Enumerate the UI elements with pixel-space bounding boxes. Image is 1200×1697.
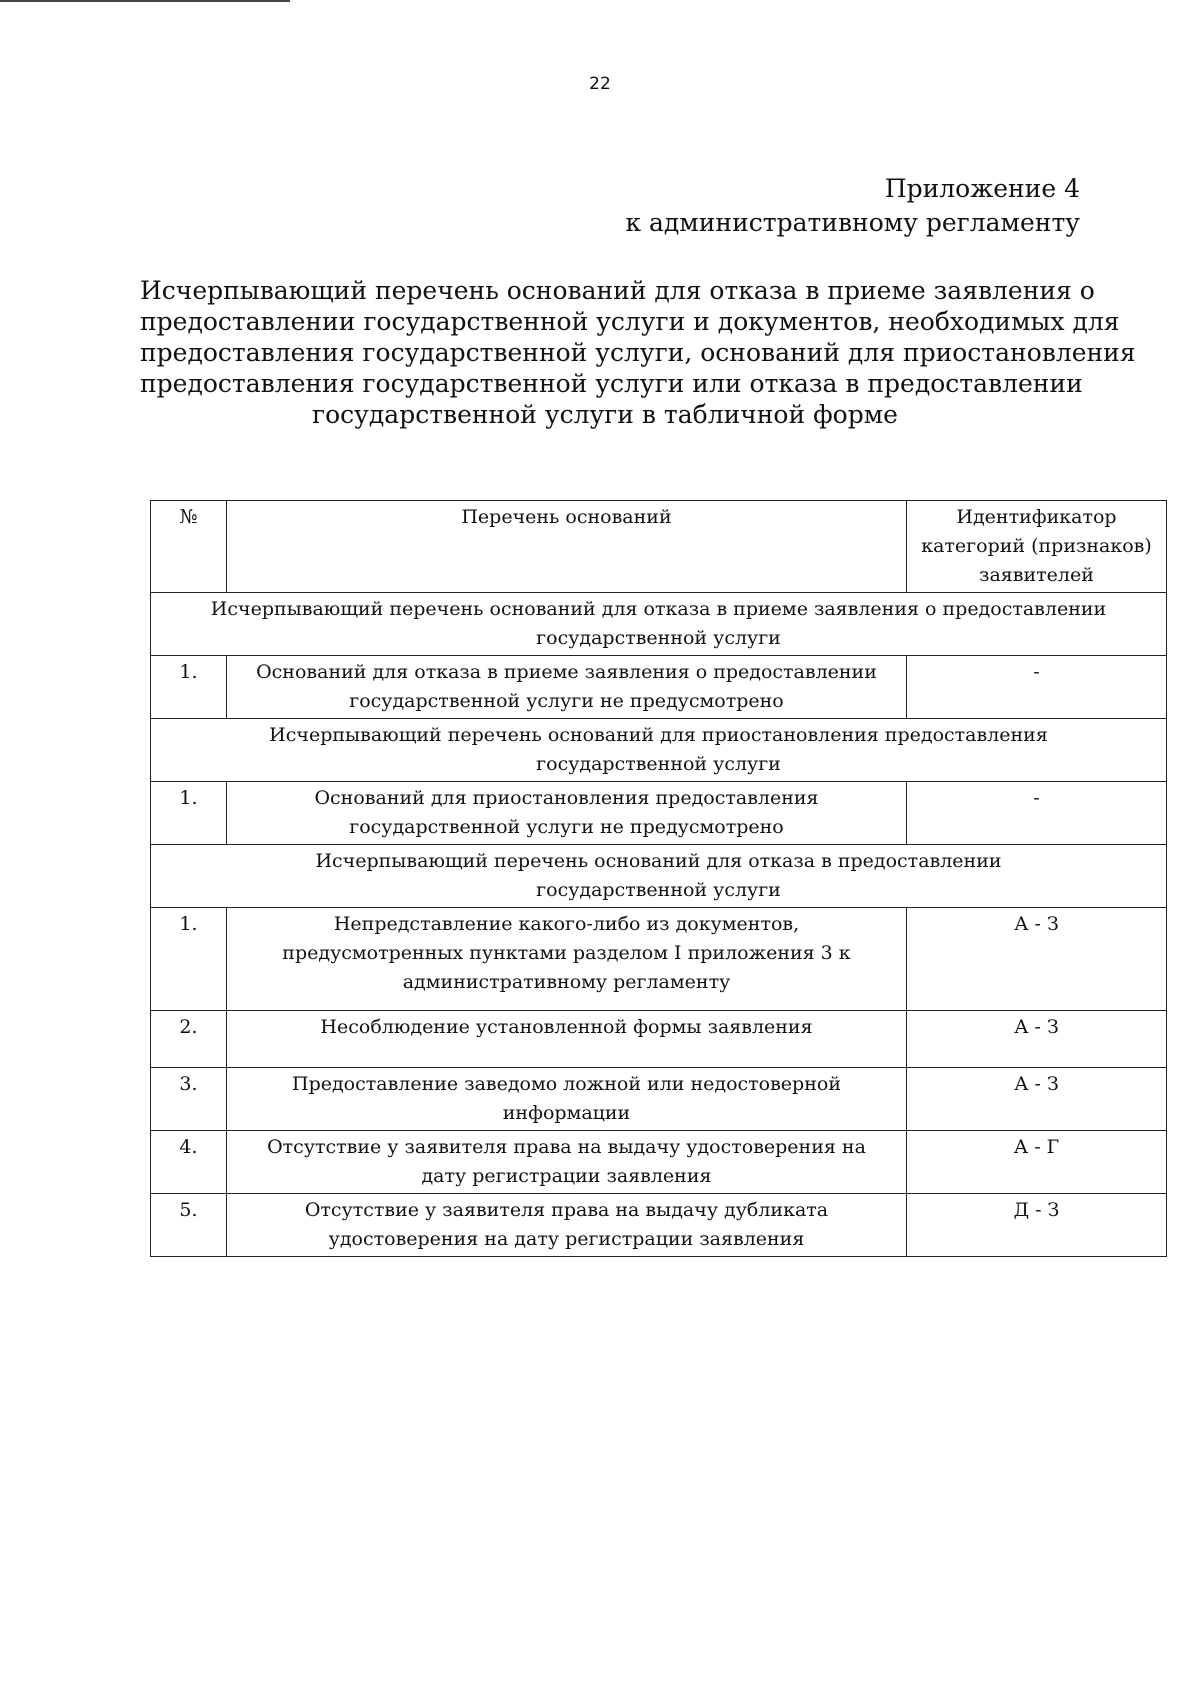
row-num: 3. — [151, 1068, 227, 1131]
ground-line: государственной услуги не предусмотрено — [349, 690, 784, 712]
section-title — [151, 719, 1167, 782]
section-row — [151, 593, 1167, 656]
header-identifier-line: категорий (признаков) — [921, 535, 1152, 557]
row-identifier: - — [907, 782, 1167, 845]
title-line: государственной услуги в табличной форме — [312, 400, 898, 429]
grounds-table — [150, 500, 1167, 1257]
ground-line: Непредставление какого-либо из документов, — [333, 913, 800, 935]
table-row — [151, 1131, 1167, 1194]
section-title-line: Исчерпывающий перечень оснований для отказа в приеме заявления о предоставлении — [210, 598, 1107, 620]
row-num: 1. — [151, 656, 227, 719]
ground-line: информации — [502, 1102, 631, 1124]
row-ground — [227, 908, 907, 1011]
ground-line: административному регламенту — [402, 971, 731, 993]
row-ground — [227, 782, 907, 845]
row-identifier: А - З — [907, 908, 1167, 1011]
header-identifier-line: Идентификатор — [956, 506, 1117, 528]
row-identifier: А - Г — [907, 1131, 1167, 1194]
header-identifier — [907, 501, 1167, 593]
section-row — [151, 719, 1167, 782]
row-ground — [227, 1068, 907, 1131]
row-num: 5. — [151, 1194, 227, 1257]
ground-line: Несоблюдение установленной формы заявления — [320, 1016, 813, 1038]
ground-line: предусмотренных пунктами разделом I приложения 3 к — [282, 942, 851, 964]
section-title-line: государственной услуги — [536, 627, 781, 649]
row-ground — [227, 1194, 907, 1257]
scan-edge-line — [0, 0, 290, 2]
ground-line: дату регистрации заявления — [421, 1165, 712, 1187]
section-title — [151, 845, 1167, 908]
row-identifier: А - З — [907, 1068, 1167, 1131]
table-row — [151, 782, 1167, 845]
title-line: предоставлении государственной услуги и документов, необходимых для — [140, 307, 1120, 336]
row-identifier: - — [907, 656, 1167, 719]
table-row — [151, 908, 1167, 1011]
section-title-line: Исчерпывающий перечень оснований для приостановления предоставления — [269, 724, 1048, 746]
table-header-row — [151, 501, 1167, 593]
table-row — [151, 656, 1167, 719]
header-identifier-line: заявителей — [979, 564, 1094, 586]
ground-line: Отсутствие у заявителя права на выдачу дубликата — [304, 1199, 829, 1221]
title-line: предоставления государственной услуги, оснований для приостановления — [140, 338, 1136, 367]
table-row — [151, 1194, 1167, 1257]
ground-line: Оснований для отказа в приеме заявления о предоставлении — [256, 661, 877, 683]
section-title — [151, 593, 1167, 656]
ground-line: Предоставление заведомо ложной или недостоверной — [292, 1073, 841, 1095]
section-row — [151, 845, 1167, 908]
row-num: 1. — [151, 782, 227, 845]
ground-line: Отсутствие у заявителя права на выдачу удостоверения на — [267, 1136, 866, 1158]
section-title-line: государственной услуги — [536, 879, 781, 901]
row-num: 4. — [151, 1131, 227, 1194]
title-line: Исчерпывающий перечень оснований для отказа в приеме заявления о — [140, 276, 1095, 305]
page-number: 22 — [589, 74, 611, 94]
table-row — [151, 1068, 1167, 1131]
header-ground: Перечень оснований — [227, 501, 907, 593]
row-ground — [227, 1011, 907, 1068]
row-ground — [227, 656, 907, 719]
header-num: № — [151, 501, 227, 593]
section-title-line: Исчерпывающий перечень оснований для отказа в предоставлении — [315, 850, 1002, 872]
row-identifier: Д - З — [907, 1194, 1167, 1257]
section-title-line: государственной услуги — [536, 753, 781, 775]
table-row — [151, 1011, 1167, 1068]
row-ground — [227, 1131, 907, 1194]
appendix-label: Приложение 4 — [884, 174, 1080, 203]
ground-line: удостоверения на дату регистрации заявления — [328, 1228, 805, 1250]
ground-line: Оснований для приостановления предоставления — [314, 787, 819, 809]
appendix-reference: к административному регламенту — [625, 208, 1080, 237]
appendix-heading — [625, 172, 1080, 240]
ground-line: государственной услуги не предусмотрено — [349, 816, 784, 838]
document-title — [140, 275, 1136, 430]
title-line: предоставления государственной услуги или отказа в предоставлении — [140, 369, 1083, 398]
row-num: 2. — [151, 1011, 227, 1068]
row-num: 1. — [151, 908, 227, 1011]
row-identifier: А - З — [907, 1011, 1167, 1068]
